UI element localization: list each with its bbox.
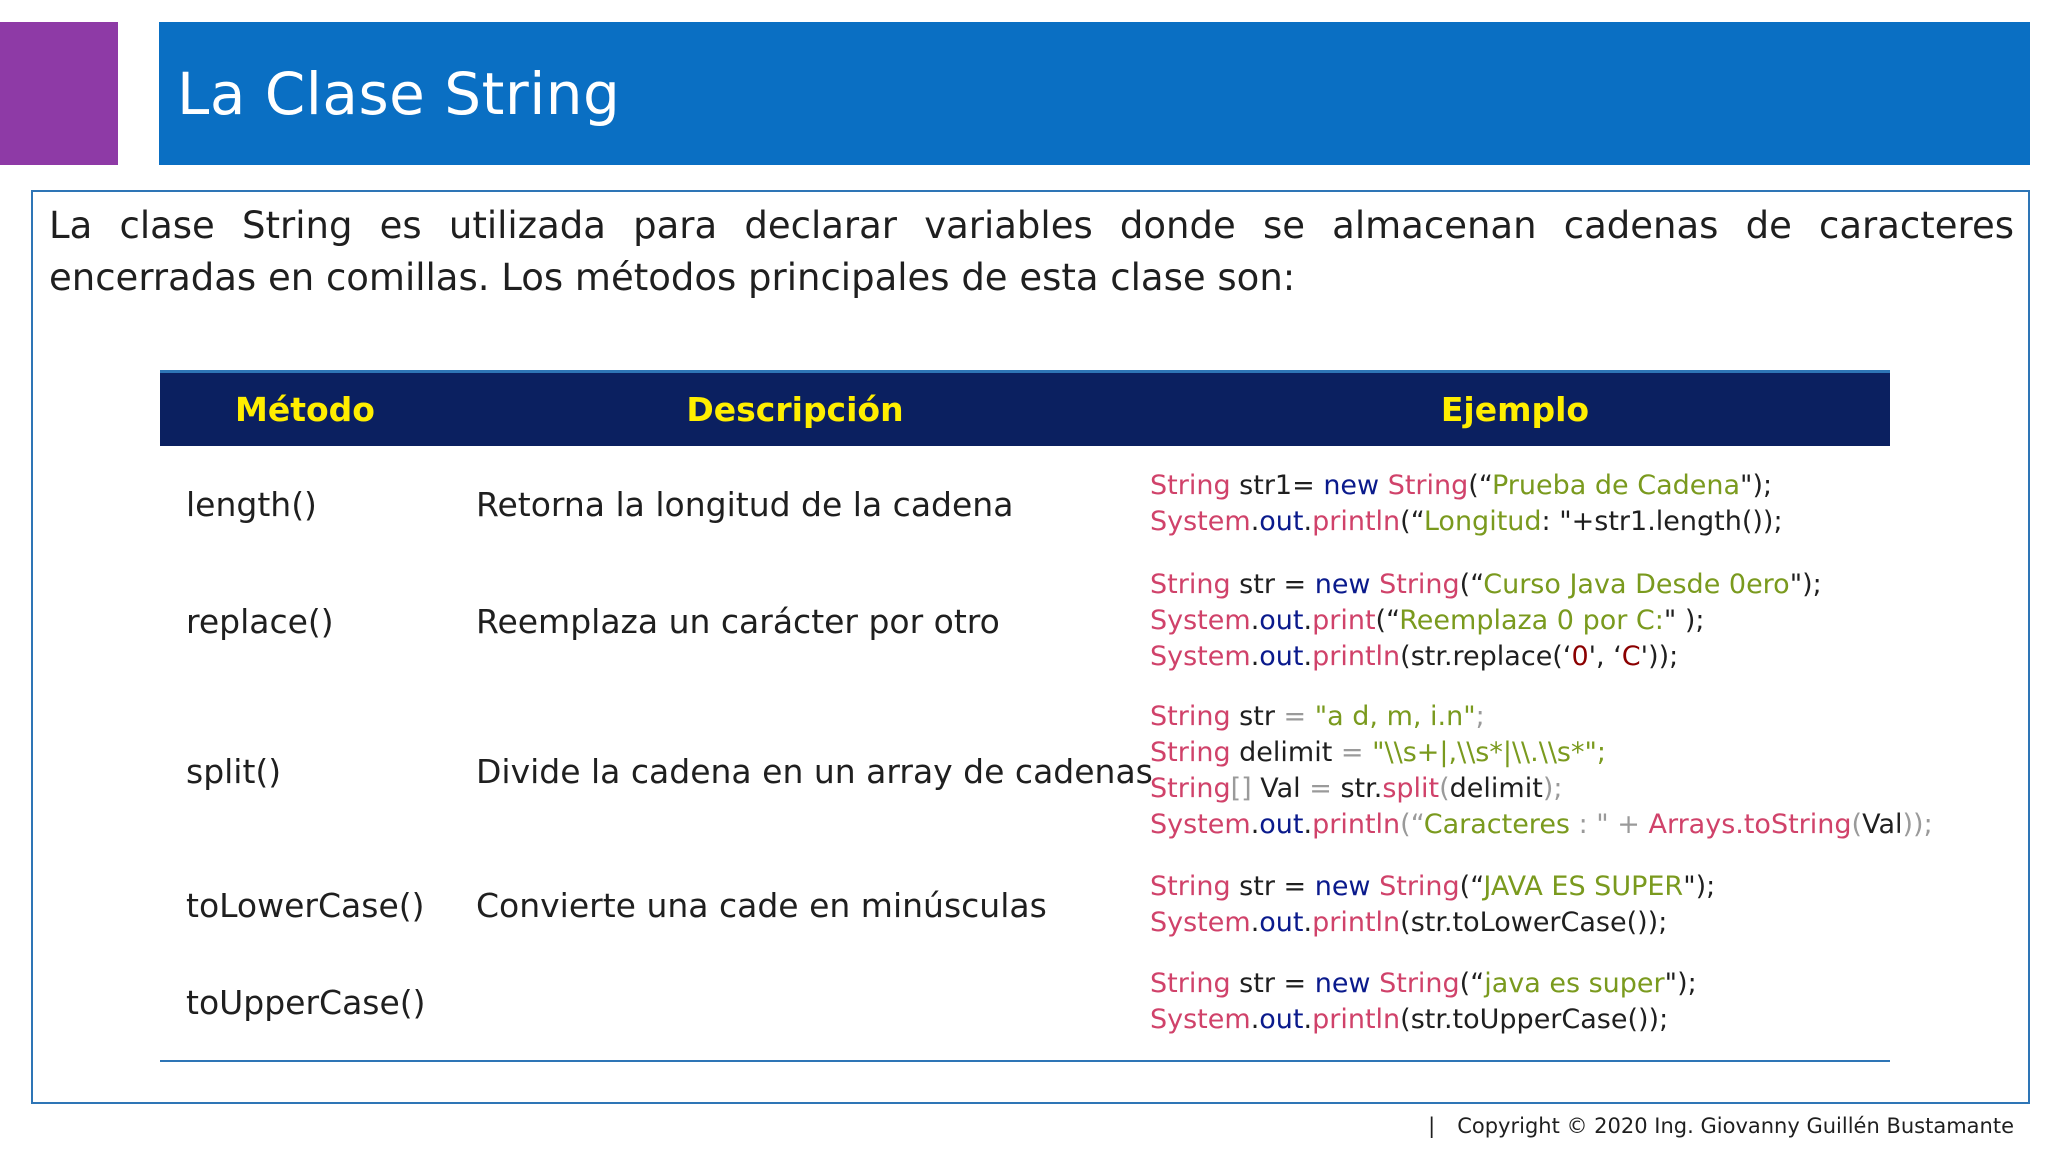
code-token: "); bbox=[1664, 968, 1697, 999]
code-token: = bbox=[1309, 773, 1341, 804]
code-example bbox=[1140, 869, 1890, 941]
code-token: Reemplaza 0 por C: bbox=[1399, 605, 1664, 636]
code-token: Arrays.toString bbox=[1648, 809, 1852, 840]
code-token: out bbox=[1259, 506, 1304, 537]
code-token: (str.toLowerCase()); bbox=[1400, 907, 1668, 938]
code-line bbox=[1150, 504, 1890, 540]
code-token: Caracteres bbox=[1423, 809, 1570, 840]
method-name: toUpperCase() bbox=[186, 982, 426, 1022]
code-token: String bbox=[1387, 470, 1469, 501]
code-token: "\\s+|,\\s*|\\.\\s*"; bbox=[1372, 737, 1606, 768]
code-token: delimit bbox=[1230, 737, 1341, 768]
code-line bbox=[1150, 468, 1890, 504]
code-token: out bbox=[1259, 809, 1304, 840]
code-example bbox=[1140, 699, 1933, 843]
code-token: str. bbox=[1340, 773, 1383, 804]
code-token: "a d, m, i.n" bbox=[1314, 701, 1476, 732]
code-token: println bbox=[1312, 809, 1401, 840]
code-token: String bbox=[1150, 773, 1231, 804]
code-token: System bbox=[1150, 641, 1251, 672]
code-token: (“ bbox=[1375, 605, 1400, 636]
code-token: new bbox=[1314, 871, 1380, 902]
code-token: . bbox=[1303, 1004, 1313, 1035]
code-token: str1= bbox=[1230, 470, 1324, 501]
code-token: Val bbox=[1251, 773, 1310, 804]
method-name: replace() bbox=[186, 601, 334, 641]
method-description: Reemplaza un carácter por otro bbox=[476, 601, 1000, 641]
code-line bbox=[1150, 869, 1890, 905]
code-token: C bbox=[1621, 641, 1641, 672]
code-token: split bbox=[1382, 773, 1440, 804]
code-token: ( bbox=[1439, 773, 1450, 804]
code-token: ; bbox=[1475, 701, 1485, 732]
code-token: . bbox=[1250, 641, 1260, 672]
code-token: ); bbox=[1542, 773, 1563, 804]
code-token: System bbox=[1150, 809, 1251, 840]
methods-table bbox=[160, 370, 1933, 1062]
slide-title: La Clase String bbox=[177, 59, 621, 128]
code-token: Val bbox=[1862, 809, 1903, 840]
code-token: "); bbox=[1683, 871, 1716, 902]
code-token: " ); bbox=[1663, 605, 1705, 636]
code-token: (“ bbox=[1459, 871, 1484, 902]
code-token: ', ‘ bbox=[1588, 641, 1622, 672]
code-token: String bbox=[1150, 569, 1231, 600]
code-token: println bbox=[1312, 506, 1401, 537]
code-line bbox=[1150, 966, 1890, 1002]
code-token: String bbox=[1150, 871, 1231, 902]
code-example bbox=[1140, 468, 1890, 540]
code-token: (“ bbox=[1459, 968, 1485, 999]
code-token: (str.replace(‘ bbox=[1400, 641, 1572, 672]
code-token: str = bbox=[1230, 871, 1315, 902]
code-line bbox=[1150, 603, 1890, 639]
table-row bbox=[160, 686, 1933, 856]
code-token: . bbox=[1303, 809, 1313, 840]
code-token: System bbox=[1150, 605, 1251, 636]
code-token: out bbox=[1259, 641, 1304, 672]
code-token: )); bbox=[1902, 809, 1933, 840]
code-line bbox=[1150, 699, 1890, 735]
code-token: (“ bbox=[1459, 569, 1484, 600]
code-token: (“ bbox=[1400, 809, 1424, 840]
code-line bbox=[1150, 639, 1890, 675]
code-token: String bbox=[1379, 569, 1460, 600]
code-token: String bbox=[1379, 968, 1460, 999]
code-token: (str.toUpperCase()); bbox=[1400, 1004, 1669, 1035]
code-example bbox=[1140, 966, 1890, 1038]
code-token: String bbox=[1150, 470, 1231, 501]
code-token: . bbox=[1250, 506, 1260, 537]
method-name: toLowerCase() bbox=[186, 885, 425, 925]
code-token: java es super bbox=[1484, 968, 1665, 999]
code-token: : " + bbox=[1570, 809, 1649, 840]
method-description: Convierte una cade en minúsculas bbox=[476, 885, 1047, 925]
code-token: new bbox=[1314, 569, 1380, 600]
code-line bbox=[1150, 771, 1890, 807]
code-token: print bbox=[1312, 605, 1376, 636]
table-body bbox=[160, 446, 1933, 1062]
footer bbox=[1428, 1114, 2014, 1138]
code-token: delimit bbox=[1449, 773, 1543, 804]
code-token: println bbox=[1312, 1004, 1401, 1035]
code-token: = bbox=[1283, 701, 1315, 732]
code-token: println bbox=[1312, 641, 1401, 672]
code-token: . bbox=[1250, 1004, 1260, 1035]
code-token: Longitud bbox=[1423, 506, 1542, 537]
code-token: . bbox=[1250, 809, 1260, 840]
code-token: new bbox=[1314, 968, 1380, 999]
header-method: Método bbox=[235, 390, 375, 429]
code-token: str = bbox=[1230, 569, 1315, 600]
content-box bbox=[31, 190, 2030, 1104]
code-token: 0 bbox=[1571, 641, 1589, 672]
code-token: "); bbox=[1740, 470, 1773, 501]
code-token: out bbox=[1259, 1004, 1304, 1035]
copyright-text: Copyright © 2020 Ing. Giovanny Guillén Bustamante bbox=[1457, 1114, 2014, 1138]
title-bar bbox=[159, 22, 2030, 165]
table-row bbox=[160, 856, 1890, 954]
table-row bbox=[160, 954, 1890, 1050]
code-token: . bbox=[1250, 907, 1260, 938]
code-token: out bbox=[1259, 907, 1304, 938]
code-line bbox=[1150, 1002, 1890, 1038]
code-line bbox=[1150, 905, 1890, 941]
code-token: out bbox=[1259, 605, 1304, 636]
code-token: String bbox=[1150, 701, 1231, 732]
code-token: new bbox=[1323, 470, 1388, 501]
code-token: [] bbox=[1230, 773, 1252, 804]
method-description: Divide la cadena en un array de cadenas bbox=[476, 751, 1153, 791]
code-token: ( bbox=[1851, 809, 1863, 840]
code-example bbox=[1140, 567, 1890, 675]
code-token: println bbox=[1312, 907, 1401, 938]
method-name: split() bbox=[186, 751, 282, 791]
code-token: . bbox=[1303, 907, 1313, 938]
code-token: . bbox=[1303, 506, 1313, 537]
accent-square bbox=[0, 22, 118, 165]
code-token: JAVA ES SUPER bbox=[1483, 871, 1684, 902]
header-example: Ejemplo bbox=[1440, 390, 1590, 429]
table-row bbox=[160, 556, 1890, 686]
code-line bbox=[1150, 807, 1933, 843]
code-token: Curso Java Desde 0ero bbox=[1483, 569, 1790, 600]
code-token: : "+str1.length()); bbox=[1541, 506, 1783, 537]
header-description: Descripción bbox=[686, 390, 904, 429]
method-name: length() bbox=[186, 484, 317, 524]
code-token: (“ bbox=[1400, 506, 1424, 537]
code-token: . bbox=[1250, 605, 1260, 636]
code-token: String bbox=[1150, 737, 1231, 768]
code-token: . bbox=[1303, 605, 1313, 636]
code-token: String bbox=[1379, 871, 1460, 902]
code-token: Prueba de Cadena bbox=[1491, 470, 1741, 501]
code-token: str = bbox=[1230, 968, 1315, 999]
code-token: System bbox=[1150, 1004, 1251, 1035]
code-token: ')); bbox=[1640, 641, 1679, 672]
code-token: System bbox=[1150, 907, 1251, 938]
method-description: Retorna la longitud de la cadena bbox=[476, 484, 1014, 524]
code-token: (“ bbox=[1468, 470, 1492, 501]
code-token: . bbox=[1303, 641, 1313, 672]
footer-separator: | bbox=[1428, 1114, 1436, 1138]
code-token: System bbox=[1150, 506, 1251, 537]
code-token: = bbox=[1340, 737, 1373, 768]
code-token: String bbox=[1150, 968, 1231, 999]
code-line bbox=[1150, 735, 1890, 771]
code-token: str bbox=[1230, 701, 1284, 732]
table-header bbox=[160, 370, 1890, 446]
code-token: "); bbox=[1789, 569, 1822, 600]
table-row bbox=[160, 446, 1890, 556]
code-line bbox=[1150, 567, 1890, 603]
intro-paragraph: La clase String es utilizada para declarar variables donde se almacenan cadenas de caracteres encerradas en comillas. Los métodos principales de esta clase son: bbox=[49, 204, 2014, 299]
